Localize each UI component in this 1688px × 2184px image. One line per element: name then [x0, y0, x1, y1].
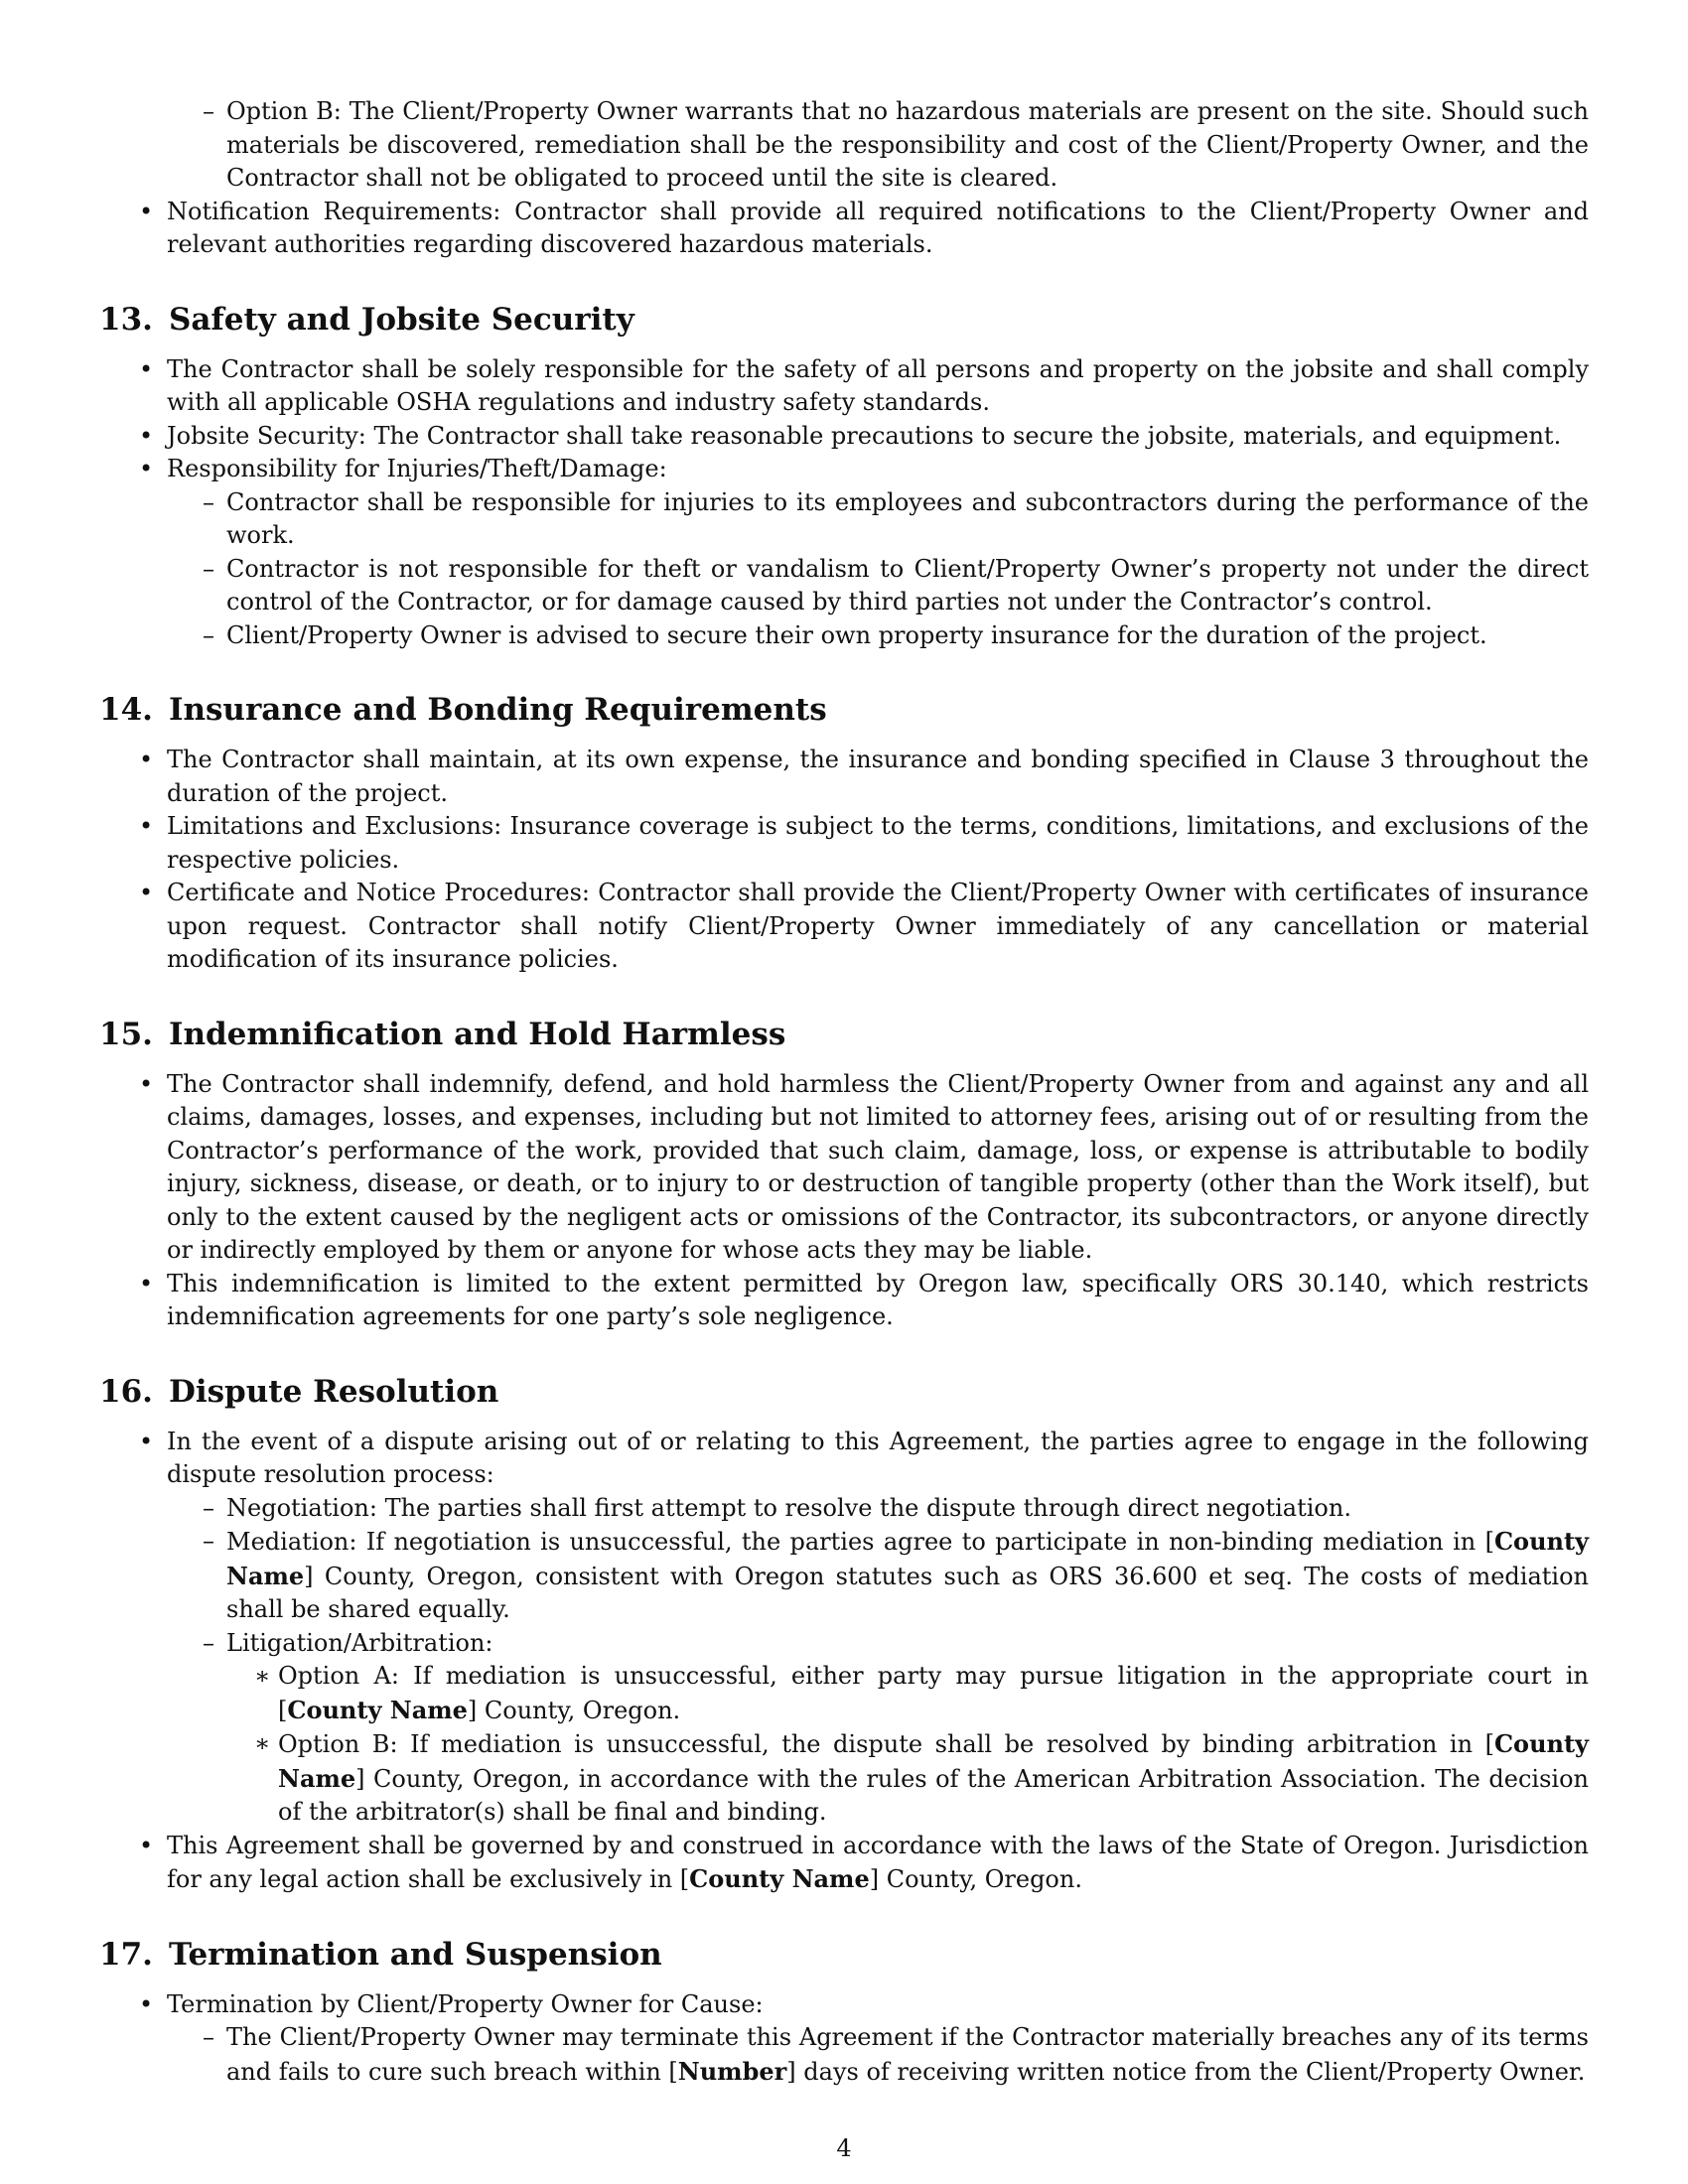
sub-list-item: – Negotiation: The parties shall first attempt to resolve the dispute through direct negotiation.	[167, 1492, 1589, 1526]
section-number: 14.	[99, 692, 153, 728]
text-segment: Option A: If mediation is unsuccessful, either party may pursue litigation in the appropriate court in [	[278, 1662, 1589, 1724]
section-16-list	[99, 1426, 1589, 1897]
list-item	[99, 453, 1589, 652]
text-segment: The Client/Property Owner may terminate this Agreement if the Contractor materially breaches any of its terms and fails to cure such breach within [	[226, 2023, 1589, 2086]
sub-list-item: – Contractor shall be responsible for injuries to its employees and subcontractors during the performance of the work.	[167, 486, 1589, 553]
section-title: Termination and Suspension	[168, 1936, 662, 1973]
section-15-list	[99, 1068, 1589, 1334]
section-title: Safety and Jobsite Security	[168, 301, 634, 338]
text-segment: ] days of receiving written notice from the Client/Property Owner.	[786, 2057, 1586, 2086]
sub-list	[167, 486, 1589, 653]
list-item: • Limitations and Exclusions: Insurance coverage is subject to the terms, conditions, limitations, and exclusions of the respective policies.	[99, 810, 1589, 877]
sub-list-item	[167, 1525, 1589, 1627]
sub-list-item: – Client/Property Owner is advised to secure their own property insurance for the duration of the project.	[167, 619, 1589, 653]
section-14-list	[99, 744, 1589, 977]
county-name-placeholder: County Name	[278, 1729, 1589, 1793]
section-17-list	[99, 1988, 1589, 2090]
notification-requirements: • Notification Requirements: Contractor shall provide all required notifications to the Client/Property Owner and relevant authorities regarding discovered hazardous materials.	[99, 196, 1589, 262]
list-item: • Certificate and Notice Procedures: Contractor shall provide the Client/Property Owner with certificates of insurance upon request. Contractor shall notify Client/Property Owner immediately of any cancellation or material modification of its insurance policies.	[99, 877, 1589, 977]
sub-list	[167, 2021, 1589, 2089]
section-16-heading	[99, 1372, 1589, 1412]
text-segment: ] County, Oregon.	[869, 1865, 1082, 1893]
list-item	[99, 1830, 1589, 1897]
list-item: • The Contractor shall indemnify, defend, and hold harmless the Client/Property Owner from and against any and all claims, damages, losses, and expenses, including but not limited to attorney fees, arising out of or resulting from the Contractor’s performance of the work, provided that such claim, damage, loss, or expense is attributable to bodily injury, sickness, disease, or death, or to injury to or destruction of tangible property (other than the Work itself), but only to the extent caused by the negligent acts or omissions of the Contractor, its subcontractors, or anyone directly or indirectly employed by them or anyone for whose acts they may be liable.	[99, 1068, 1589, 1268]
text-segment: Option B: If mediation is unsuccessful, the dispute shall be resolved by binding arbitration in [	[278, 1730, 1494, 1758]
sub-list-item	[167, 1627, 1589, 1830]
list-item: • The Contractor shall maintain, at its own expense, the insurance and bonding specified in Clause 3 throughout the duration of the project.	[99, 744, 1589, 810]
text-segment: ] County, Oregon.	[467, 1696, 681, 1724]
section-13-heading	[99, 300, 1589, 340]
sub-list	[167, 1492, 1589, 1830]
section-12-list	[99, 196, 1589, 262]
text-segment: Mediation: If negotiation is unsuccessful, the parties agree to participate in non-binding mediation in [	[226, 1528, 1494, 1556]
county-name-placeholder: County Name	[287, 1695, 468, 1724]
sub-sub-list	[226, 1660, 1589, 1830]
section-title: Insurance and Bonding Requirements	[168, 692, 827, 728]
list-item: • The Contractor shall be solely responsible for the safety of all persons and property on the jobsite and shall comply with all applicable OSHA regulations and industry safety standards.	[99, 353, 1589, 420]
section-number: 13.	[99, 301, 153, 338]
list-item-label: In the event of a dispute arising out of or relating to this Agreement, the parties agree to engage in the following dispute resolution process:	[167, 1427, 1589, 1488]
county-name-placeholder: County Name	[226, 1527, 1589, 1590]
sub-sub-list-item	[226, 1727, 1589, 1830]
list-item	[99, 1426, 1589, 1830]
page-number: 4	[836, 2134, 852, 2162]
county-name-placeholder: County Name	[689, 1864, 870, 1893]
text-segment: This Agreement shall be governed by and construed in accordance with the laws of the State of Oregon. Jurisdiction for any legal action shall be exclusively in [	[167, 1831, 1589, 1893]
section-number: 17.	[99, 1936, 153, 1973]
sub-list-item: – Contractor is not responsible for theft or vandalism to Client/Property Owner’s property not under the direct control of the Contractor, or for damage caused by third parties not under the Contractor’s control.	[167, 553, 1589, 619]
section-title: Indemnification and Hold Harmless	[168, 1016, 786, 1052]
text-segment: ] County, Oregon, in accordance with the rules of the American Arbitration Association. The decision of the arbitrator(s) shall be final and binding.	[278, 1764, 1589, 1826]
sub-list-item	[167, 2021, 1589, 2089]
list-item-label: Litigation/Arbitration:	[226, 1628, 493, 1657]
list-item-label: Responsibility for Injuries/Theft/Damage:	[167, 455, 667, 482]
sub-sub-list-item	[226, 1660, 1589, 1727]
list-item: • Jobsite Security: The Contractor shall take reasonable precautions to secure the jobsite, materials, and equipment.	[99, 420, 1589, 454]
document-page	[99, 95, 1589, 2089]
list-item	[99, 1988, 1589, 2090]
list-item: • This indemnification is limited to the extent permitted by Oregon law, specifically ORS 30.140, which restricts indemnification agreements for one party’s sole negligence.	[99, 1268, 1589, 1334]
section-title: Dispute Resolution	[168, 1373, 499, 1410]
list-item-label: Termination by Client/Property Owner for Cause:	[167, 1989, 764, 2018]
section-17-heading	[99, 1935, 1589, 1975]
hazmat-option-b: – Option B: The Client/Property Owner warrants that no hazardous materials are present on the site. Should such materials be discovered, remediation shall be the responsibility and cost of the Client/Property Owner, and the Contractor shall not be obligated to proceed until the site is cleared.	[99, 95, 1589, 196]
number-placeholder: Number	[677, 2056, 787, 2086]
text-segment: ] County, Oregon, consistent with Oregon statutes such as ORS 36.600 et seq. The costs of mediation shall be shared equally.	[226, 1562, 1589, 1623]
section-number: 15.	[99, 1016, 153, 1052]
section-15-heading	[99, 1015, 1589, 1054]
section-number: 16.	[99, 1373, 153, 1410]
section-14-heading	[99, 690, 1589, 730]
section-13-list	[99, 353, 1589, 653]
